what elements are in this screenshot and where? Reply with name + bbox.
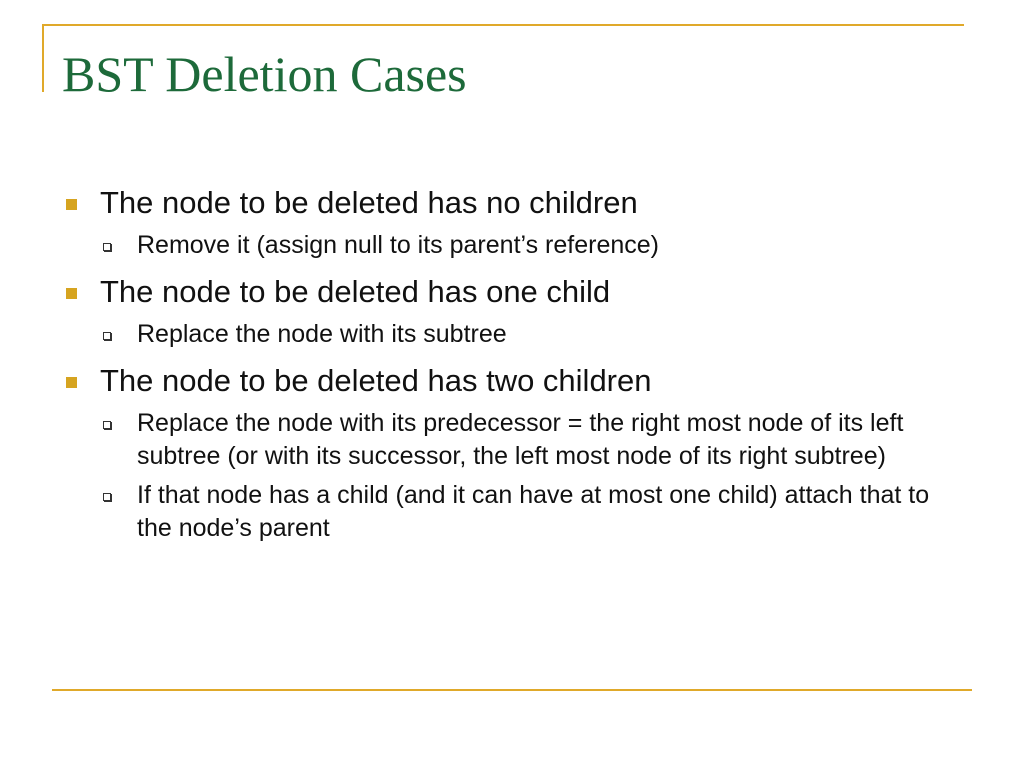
square-bullet-icon bbox=[66, 288, 77, 299]
top-accent-line bbox=[42, 24, 964, 26]
bullet-one-child bbox=[62, 272, 962, 312]
sub-bullet-text: If that node has a child (and it can have at most one child) attach that to the node’s parent bbox=[137, 481, 930, 542]
hollow-square-bullet-icon bbox=[103, 243, 111, 251]
sub-bullet-replace-subtree bbox=[62, 318, 962, 351]
sub-bullet-predecessor bbox=[62, 407, 962, 473]
sub-bullet-text: Remove it (assign null to its parent’s reference) bbox=[137, 231, 659, 259]
sub-bullet-text: Replace the node with its predecessor = the right most node of its left subtree (or with its successor, the left most node of its right subtree) bbox=[137, 409, 904, 470]
hollow-square-bullet-icon bbox=[103, 421, 111, 429]
hollow-square-bullet-icon bbox=[103, 332, 111, 340]
slide-title: BST Deletion Cases bbox=[62, 46, 467, 102]
bullet-text: The node to be deleted has two children bbox=[100, 363, 652, 398]
sub-bullet-text: Replace the node with its subtree bbox=[137, 320, 507, 348]
sub-bullet-remove bbox=[62, 229, 962, 262]
bullet-no-children bbox=[62, 183, 962, 223]
slide-content bbox=[62, 183, 962, 555]
square-bullet-icon bbox=[66, 377, 77, 388]
left-accent-line bbox=[42, 24, 44, 92]
bullet-two-children bbox=[62, 361, 962, 401]
sub-bullet-attach-child bbox=[62, 479, 962, 545]
bottom-accent-line bbox=[52, 689, 972, 691]
hollow-square-bullet-icon bbox=[103, 493, 111, 501]
bullet-text: The node to be deleted has one child bbox=[100, 274, 611, 309]
bullet-text: The node to be deleted has no children bbox=[100, 185, 638, 220]
square-bullet-icon bbox=[66, 199, 77, 210]
